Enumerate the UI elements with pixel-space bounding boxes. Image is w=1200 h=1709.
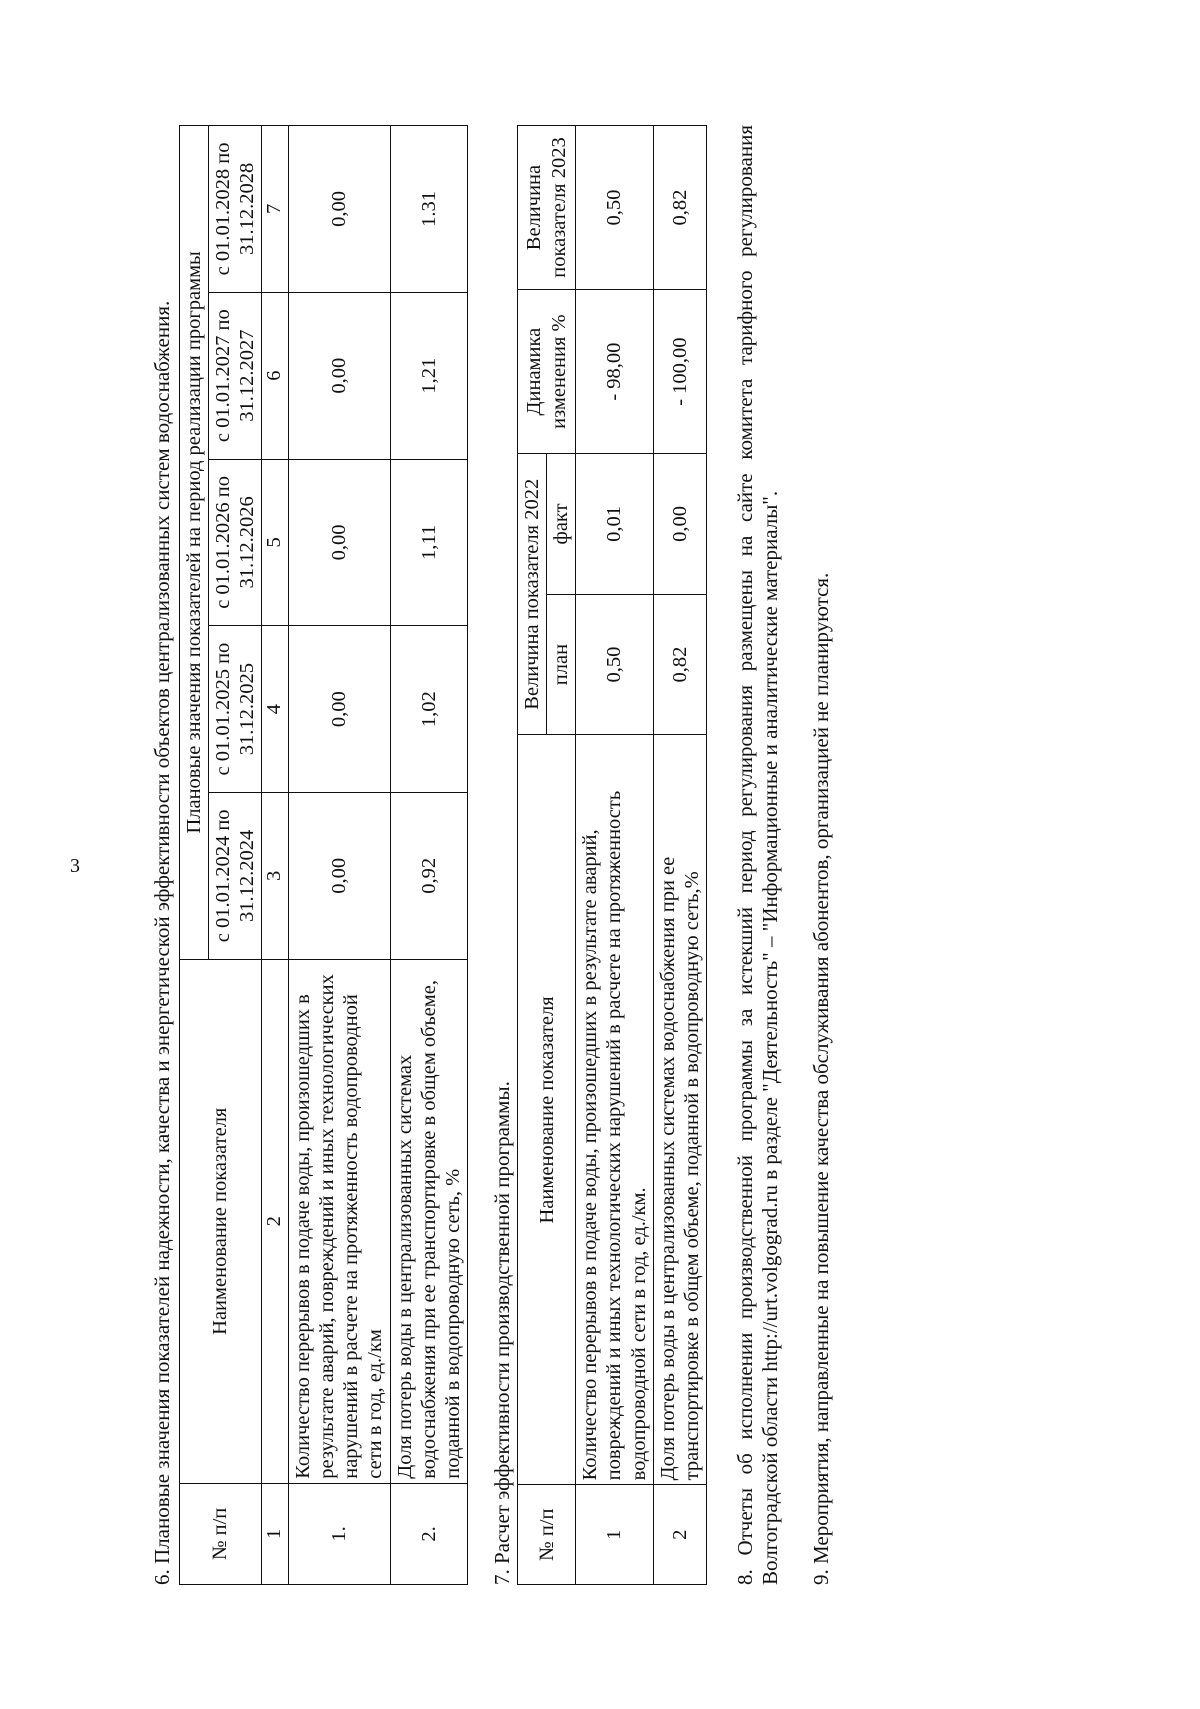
row-value: 1.31 xyxy=(390,126,468,293)
header-period: с 01.01.2027 по 31.12.2027 xyxy=(208,292,261,459)
row-num: 2 xyxy=(653,1485,706,1585)
row-value: 1,21 xyxy=(390,292,468,459)
row-value-2023: 0,82 xyxy=(653,126,706,290)
row-plan: 0,82 xyxy=(653,594,706,735)
header-value-2022: Величина показателя 2022 xyxy=(517,454,546,735)
row-value: 0,00 xyxy=(288,459,390,626)
row-value: 1,02 xyxy=(390,626,468,793)
header-period: с 01.01.2026 по 31.12.2026 xyxy=(208,459,261,626)
section8-text: 8. Отчеты об исполнении производственной программы за истекший период регулирования размещены на сайте комитета тарифного регулирования Волгоградской области http://urt.volgograd.ru в разделе "Деятельность" – "Информационные и аналитические материалы". xyxy=(733,125,782,1585)
efficiency-table xyxy=(517,125,707,1585)
row-value-2023: 0,50 xyxy=(576,126,654,290)
column-number: 3 xyxy=(262,792,289,959)
row-name: Количество перерывов в подаче воды, произошедших в результате аварий, повреждений и иных технологических нарушений в расчете на протяженность водопроводной сети в год, ед./км. xyxy=(576,735,654,1485)
row-dynamics: - 98,00 xyxy=(576,290,654,454)
header-period: с 01.01.2025 по 31.12.2025 xyxy=(208,626,261,793)
column-number: 5 xyxy=(262,459,289,626)
header-value-2023: Величина показателя 2023 xyxy=(517,126,575,290)
table-row xyxy=(390,126,468,1585)
header-num: № п/п xyxy=(179,1483,262,1584)
header-num: № п/п xyxy=(517,1485,575,1585)
row-value: 0,00 xyxy=(288,292,390,459)
row-name: Количество перерывов в подаче воды, произошедших в результате аварий, повреждений и иных технологических нарушений в расчете на протяженность водопроводной сети в год, ед./км xyxy=(288,959,390,1483)
header-period-group: Плановые значения показателей на период реализации программы xyxy=(179,126,208,960)
table-row xyxy=(653,126,706,1585)
header-fact: факт xyxy=(547,454,576,595)
header-period: с 01.01.2024 по 31.12.2024 xyxy=(208,792,261,959)
column-number: 1 xyxy=(262,1483,289,1584)
header-period: с 01.01.2028 по 31.12.2028 xyxy=(208,126,261,293)
column-number: 6 xyxy=(262,292,289,459)
column-number: 4 xyxy=(262,626,289,793)
row-value: 1,11 xyxy=(390,459,468,626)
column-number: 7 xyxy=(262,126,289,293)
row-name: Доля потерь воды в централизованных системах водоснабжения при ее транспортировке в общем объеме, поданной в водопроводную сеть, % xyxy=(390,959,468,1483)
row-value: 0,92 xyxy=(390,792,468,959)
row-value: 0,00 xyxy=(288,626,390,793)
table-row xyxy=(576,126,654,1585)
table-row xyxy=(288,126,390,1585)
row-num: 2. xyxy=(390,1483,468,1584)
header-dynamics: Динамика изменения % xyxy=(517,290,575,454)
section7-heading: 7. Расчет эффективности производственной программы. xyxy=(490,1081,515,1585)
row-num: 1 xyxy=(576,1485,654,1585)
row-name: Доля потерь воды в централизованных системах водоснабжения при ее транспортировке в общем объеме, поданной в водопроводную сеть,% xyxy=(653,735,706,1485)
planned-indicators-table xyxy=(179,125,468,1585)
column-number: 2 xyxy=(262,959,289,1483)
section9-text: 9. Мероприятия, направленные на повышение качества обслуживания абонентов, организацией не планируются. xyxy=(808,572,833,1585)
row-num: 1. xyxy=(288,1483,390,1584)
row-value: 0,00 xyxy=(288,792,390,959)
row-plan: 0,50 xyxy=(576,594,654,735)
section6-heading: 6. Плановые значения показателей надежности, качества и энергетической эффективности объектов централизованных систем водоснабжения. xyxy=(150,300,174,1585)
header-name: Наименование показателя xyxy=(517,735,575,1485)
header-name: Наименование показателя xyxy=(179,959,262,1483)
header-plan: план xyxy=(547,594,576,735)
page-content xyxy=(150,125,910,1585)
row-fact: 0,00 xyxy=(653,454,706,595)
row-fact: 0,01 xyxy=(576,454,654,595)
row-dynamics: - 100,00 xyxy=(653,290,706,454)
row-value: 0,00 xyxy=(288,126,390,293)
page-number: 3 xyxy=(70,855,80,877)
